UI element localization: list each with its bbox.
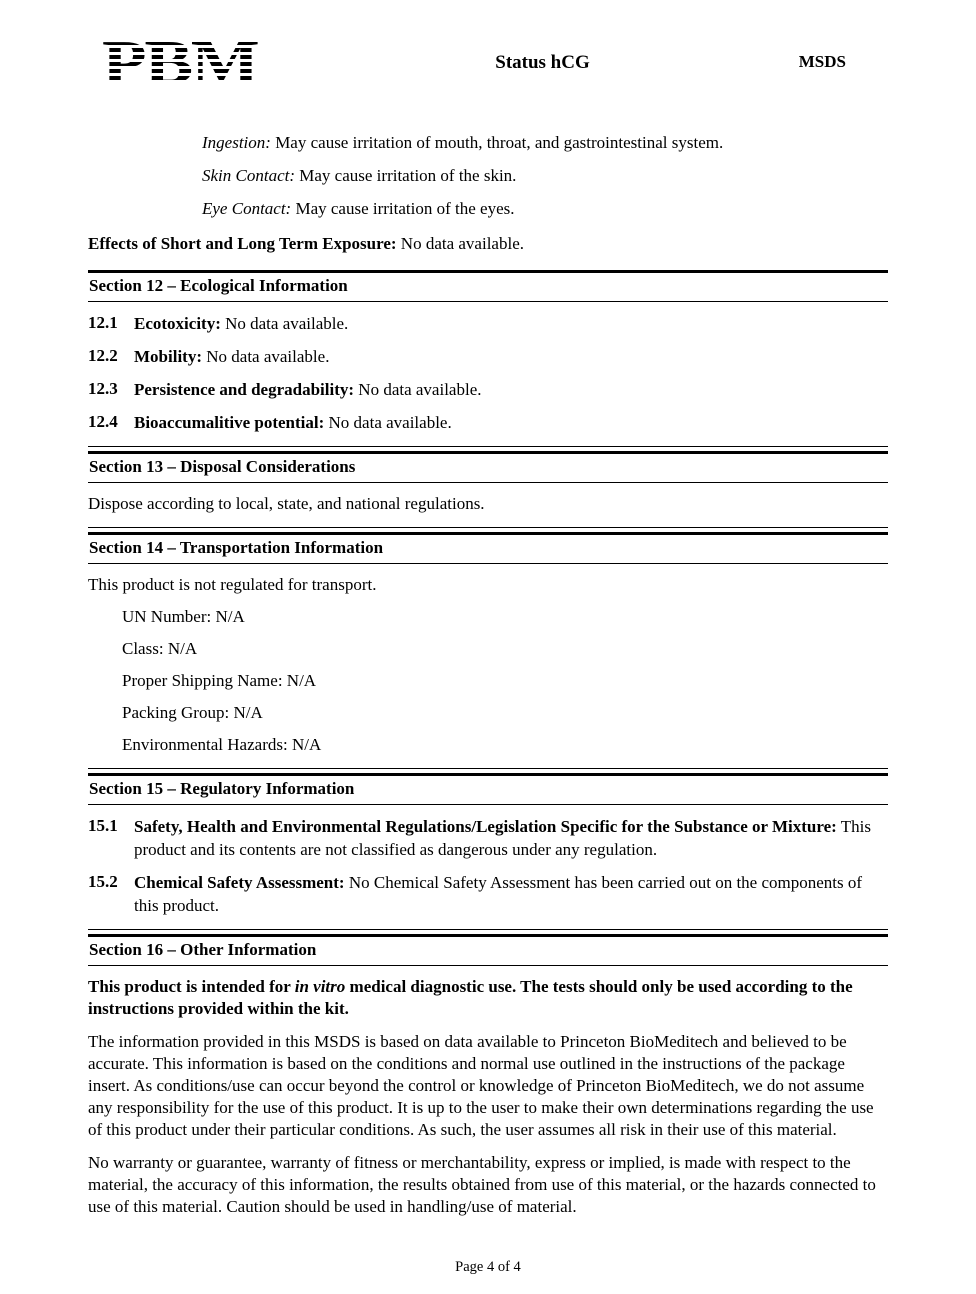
section-12-body bbox=[88, 302, 888, 447]
packing-group-label: Packing Group: bbox=[122, 703, 230, 722]
section-16-body bbox=[88, 966, 888, 1231]
eye-contact-text: May cause irritation of the eyes. bbox=[295, 199, 515, 218]
pbm-logo bbox=[88, 29, 337, 97]
skin-contact-text: May cause irritation of the skin. bbox=[299, 166, 517, 185]
packing-group-row bbox=[122, 702, 888, 724]
section-12 bbox=[88, 270, 888, 447]
persistence-label: Persistence and degradability: bbox=[134, 380, 355, 399]
regulations-value: This product and its contents are not classified as dangerous under any regulation. bbox=[134, 817, 872, 859]
section-15-heading: Section 15 – Regulatory Information bbox=[88, 773, 888, 805]
skin-contact-label: Skin Contact: bbox=[202, 166, 296, 185]
bioaccumulative-value: No data available. bbox=[328, 413, 452, 432]
shipping-name-value: N/A bbox=[286, 671, 317, 690]
mobility-label: Mobility: bbox=[134, 347, 202, 366]
document-title: Status hCG bbox=[495, 52, 590, 73]
un-number-row bbox=[122, 606, 888, 628]
un-number-label: UN Number: bbox=[122, 607, 212, 626]
chemical-safety-label: Chemical Safety Assessment: bbox=[134, 873, 345, 892]
item-number: 15.2 bbox=[88, 872, 118, 891]
shipping-name-row bbox=[122, 670, 888, 692]
regulations-row bbox=[88, 815, 888, 861]
pbm-logo-text: PBM bbox=[102, 29, 258, 97]
transport-intro: This product is not regulated for transport. bbox=[88, 575, 377, 594]
section-16-heading: Section 16 – Other Information bbox=[88, 934, 888, 966]
chemical-safety-value: No Chemical Safety Assessment has been carried out on the components of this product. bbox=[134, 873, 863, 915]
intended-use-pre: This product is intended for bbox=[88, 977, 291, 996]
ecotoxicity-value: No data available. bbox=[225, 314, 349, 333]
intended-use-post: medical diagnostic use. The tests should only be used according to the instructions provided within the kit. bbox=[88, 977, 853, 1018]
section-16 bbox=[88, 934, 888, 1231]
mobility-value: No data available. bbox=[206, 347, 330, 366]
un-number-value: N/A bbox=[215, 607, 245, 626]
ecotoxicity-row bbox=[88, 312, 888, 335]
class-value: N/A bbox=[167, 639, 198, 658]
eye-contact-row bbox=[202, 198, 888, 220]
item-text bbox=[134, 815, 888, 861]
shipping-name-label: Proper Shipping Name: bbox=[122, 671, 283, 690]
item-number: 15.1 bbox=[88, 816, 118, 835]
disclaimer-paragraph-2: No warranty or guarantee, warranty of fitness or merchantability, express or implied, is made with respect to the material, the accuracy of this information, the results obtained from use of this material, or the hazards connected to use of this material. Caution should be used in handling/use of material. bbox=[88, 1153, 876, 1216]
section-13 bbox=[88, 451, 888, 528]
document-type-label: MSDS bbox=[798, 52, 846, 71]
environmental-hazards-label: Environmental Hazards: bbox=[122, 735, 288, 754]
item-text bbox=[134, 378, 888, 401]
class-row bbox=[122, 638, 888, 660]
environmental-hazards-row bbox=[122, 734, 888, 756]
item-number: 12.1 bbox=[88, 313, 118, 332]
transport-fields bbox=[122, 606, 888, 756]
section-15 bbox=[88, 773, 888, 930]
exposure-routes-block bbox=[202, 132, 888, 220]
disposal-text: Dispose according to local, state, and national regulations. bbox=[88, 494, 485, 513]
persistence-row bbox=[88, 378, 888, 401]
class-label: Class: bbox=[122, 639, 164, 658]
ingestion-row bbox=[202, 132, 888, 154]
item-number: 12.2 bbox=[88, 346, 118, 365]
section-15-body bbox=[88, 805, 888, 930]
effects-exposure-text: No data available. bbox=[400, 234, 524, 253]
item-number: 12.4 bbox=[88, 412, 118, 431]
eye-contact-label: Eye Contact: bbox=[202, 199, 292, 218]
item-number: 12.3 bbox=[88, 379, 118, 398]
packing-group-value: N/A bbox=[233, 703, 263, 722]
environmental-hazards-value: N/A bbox=[291, 735, 322, 754]
intended-use-paragraph bbox=[88, 976, 888, 1020]
disclaimer-paragraph-1: The information provided in this MSDS is based on data available to Princeton BioMeditech and believed to be accurate. This information is based on the conditions and normal use outlined in the instructions of the package insert. As conditions/use can occur beyond the control or knowledge of Princeton BioMeditech, we do not assume any responsibility for the use of this product. It is up to the user to make their own determinations regarding the use of this product under their particular conditions. As such, the user assumes all risk in their use of this material. bbox=[88, 1032, 874, 1139]
item-text bbox=[134, 345, 888, 368]
section-14 bbox=[88, 532, 888, 769]
ingestion-text: May cause irritation of mouth, throat, and gastrointestinal system. bbox=[275, 133, 724, 152]
section-14-heading: Section 14 – Transportation Information bbox=[88, 532, 888, 564]
mobility-row bbox=[88, 345, 888, 368]
bioaccumulative-row bbox=[88, 411, 888, 434]
persistence-value: No data available. bbox=[358, 380, 482, 399]
regulations-label: Safety, Health and Environmental Regulations/Legislation Specific for the Substance or Mixture: bbox=[134, 817, 837, 836]
section-13-heading: Section 13 – Disposal Considerations bbox=[88, 451, 888, 483]
section-13-body bbox=[88, 483, 888, 528]
section-12-heading: Section 12 – Ecological Information bbox=[88, 270, 888, 302]
page-number: Page 4 of 4 bbox=[455, 1259, 521, 1275]
in-vitro-emphasis: in vitro bbox=[294, 977, 346, 996]
page-header bbox=[88, 29, 888, 97]
effects-exposure-label: Effects of Short and Long Term Exposure: bbox=[88, 234, 397, 253]
bioaccumulative-label: Bioaccumalitive potential: bbox=[134, 413, 325, 432]
chemical-safety-row bbox=[88, 871, 888, 917]
section-14-body bbox=[88, 564, 888, 769]
ingestion-label: Ingestion: bbox=[202, 133, 271, 152]
skin-contact-row bbox=[202, 165, 888, 187]
item-text bbox=[134, 871, 888, 917]
item-text bbox=[134, 312, 888, 335]
ecotoxicity-label: Ecotoxicity: bbox=[134, 314, 221, 333]
effects-exposure-row bbox=[88, 233, 888, 255]
item-text bbox=[134, 411, 888, 434]
